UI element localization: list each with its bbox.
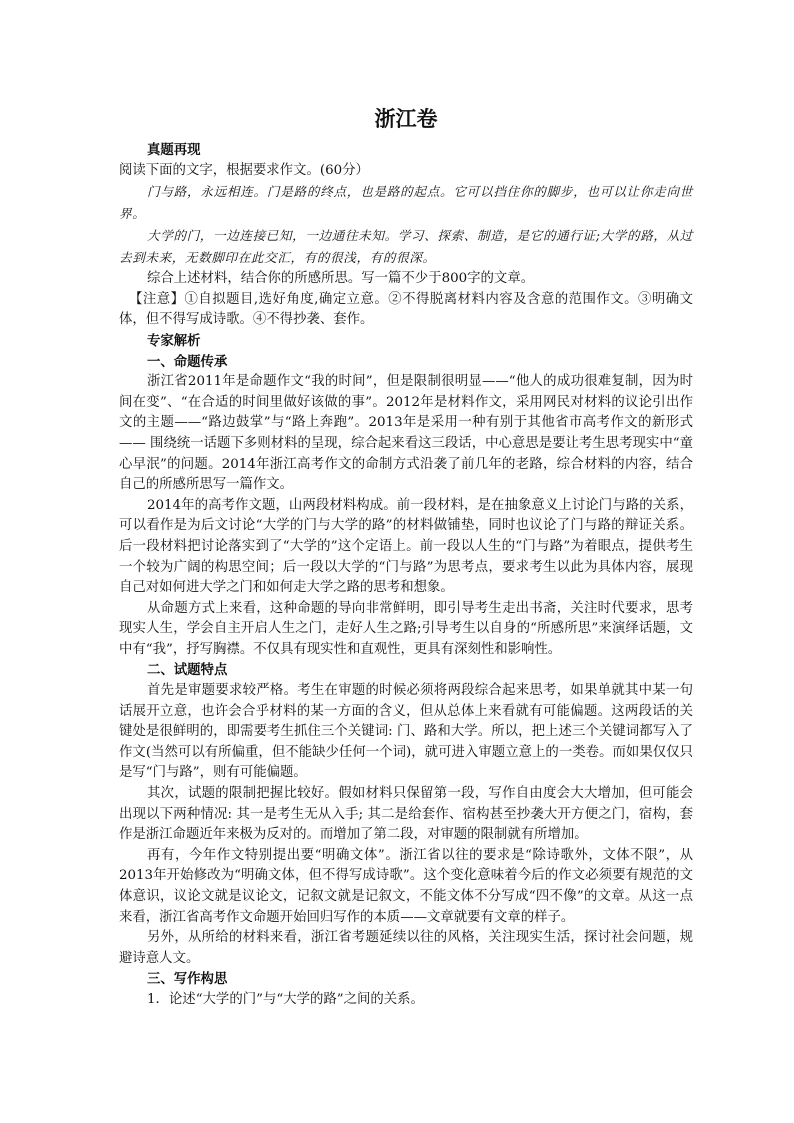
paragraph: 从命题方式上来看，这种命题的导向非常鲜明，即引导考生走出书斋，关注时代要求，思考现实人生，学会自主开启人生之门，走好人生之路;引导考生以自身的“所感所思”来演绎话题，文中有“我”，抒写胸襟。不仅具有现实性和直观性，更具有深刻性和影响性。 <box>119 600 693 657</box>
material-paragraph: 大学的门，一边连接已知，一边通往未知。学习、探索、制造，是它的通行证;大学的路，从过去到未来，无数脚印在此交汇，有的很浅，有的很深。 <box>119 228 693 266</box>
section-heading-1: 一、命题传承 <box>147 353 228 370</box>
paragraph: 2014年的高考作文题，山两段材料构成。前一段材料，是在抽象意义上讨论门与路的关系，可以看作是为后文讨论“大学的门与大学的路”的材料做铺垫，同时也议论了门与路的辩证关系。后一段材料把讨论落实到了“大学的”这个定语上。前一段以人生的“门与路”为着眼点，提供考生一个较为广阔的构思空间；后一段以大学的“门与路”为思考点，要求考生以此为具体内容，展现自己对如何进大学之门和如何走大学之路的思考和想象。 <box>119 497 693 596</box>
material-paragraph: 门与路，永远相连。门是路的终点，也是路的起点。它可以挡住你的脚步，也可以让你走向世界。 <box>119 184 693 222</box>
paragraph: 浙江省2011年是命题作文“我的时间”，但是限制很明显——“他人的成功很难复制，因为时间在变”、“在合适的时间里做好该做的事”。2012年是材料作文，采用网民对材料的议论引出作文的主题——“路边鼓掌”与“路上奔跑”。2013年是采用一种有别于其他省市高考作文的新形式—— 围绕统一话题下多则材料的呈现，综合起来看这三段话，中心意思是要让考生思考现实中“童心早泯”的问题。2014年浙江高考作文的命制方式沿袭了前几年的老路，综合材料的内容，结合自己的所感所思写一篇作文。 <box>119 374 693 493</box>
task-text: 综合上述材料，结合你的所感所思。写一篇不少于800字的文章。 <box>147 271 535 287</box>
paragraph: 另外，从所给的材料来看，浙江省考题延续以往的风格，关注现实生活，探讨社会问题，规避诗意人文。 <box>119 930 693 966</box>
section-heading-analysis: 专家解析 <box>147 332 201 349</box>
document-body <box>119 104 693 1011</box>
section-heading-3: 三、写作构思 <box>147 971 228 988</box>
list-item: 1．论述“大学的门”与“大学的路”之间的关系。 <box>147 991 424 1007</box>
paragraph: 其次，试题的限制把握比较好。假如材料只保留第一段，写作自由度会大大增加，但可能会出现以下两种情况: 其一是考生无从入手; 其二是给套作、宿构甚至抄袭大开方便之门，宿构，套作是浙江命题近年来极为反对的。而增加了第二段，对审题的限制就有所增加。 <box>119 786 693 843</box>
page-title: 浙江卷 <box>374 107 438 131</box>
intro-text: 阅读下面的文字，根据要求作文。(60分） <box>119 162 369 178</box>
notice-text: 【注意】①自拟题目,选好角度,确定立意。②不得脱离材料内容及含意的范围作文。③明确文体，但不得写成诗歌。④不得抄袭、套作。 <box>119 291 693 328</box>
section-heading-2: 二、试题特点 <box>147 662 228 679</box>
paragraph: 首先是审题要求较严格。考生在审题的时候必须将两段综合起来思考，如果单就其中某一句话展开立意，也许会合乎材料的某一方面的含义，但从总体上来看就有可能偏题。这两段话的关键处是很鲜明的，即需要考生抓住三个关键词: 门、路和大学。所以，把上述三个关键词都写入了作文(当然可以有所偏重，但不能缺少任何一个词)，就可进入审题立意上的一类卷。而如果仅仅只是写“门与路”，则有可能偏题。 <box>119 683 693 781</box>
paragraph: 再有，今年作文特别提出要“明确文体”。浙江省以往的要求是“除诗歌外，文体不限”，从2013年开始修改为“明确文体，但不得写成诗歌”。这个变化意味着今后的作文必须要有规范的文体意识，议论文就是议论文，记叙文就是记叙文，不能文体不分写成“四不像”的文章。从这一点来看，浙江省高考作文命题开始回归写作的本质——文章就要有文章的样子。 <box>119 847 693 925</box>
section-heading-real-question: 真题再现 <box>147 142 201 158</box>
